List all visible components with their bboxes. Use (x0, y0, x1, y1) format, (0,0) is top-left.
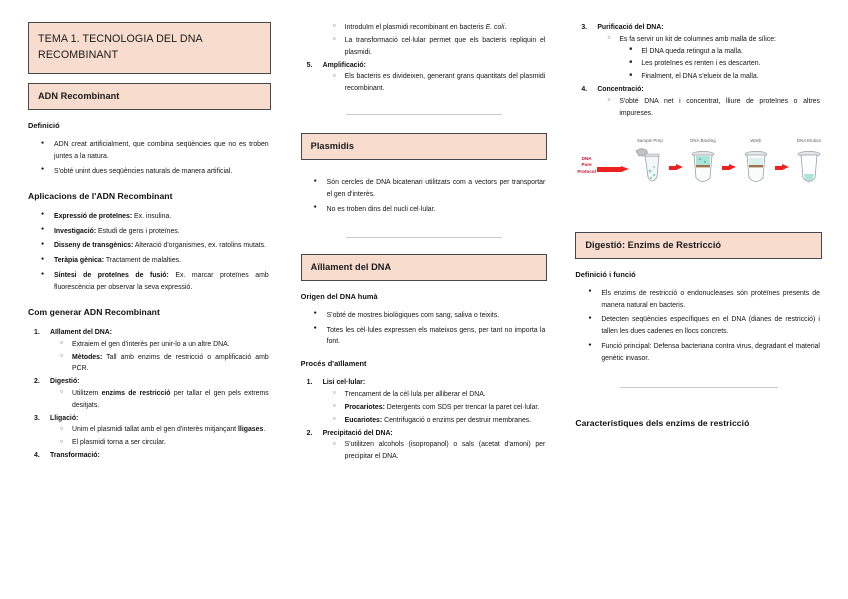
list-number: 2 . (307, 428, 313, 440)
step-title: Precipitació del DNA: (322, 429, 393, 437)
subheading-com-generar: Com generar ADN Recombinant (28, 306, 160, 317)
ordered-list-item (581, 22, 822, 83)
subheading-definicio: Definició (28, 121, 60, 131)
sublist-text: Es fa servir un kit de columnes amb malla de sílice: (619, 35, 776, 43)
list-number: 3 . (581, 22, 587, 34)
section-heading-digestio-enzims (575, 232, 822, 259)
list-item (54, 255, 271, 267)
figure-step-sample-prep (633, 138, 667, 192)
list-item (54, 240, 271, 252)
list-origen (301, 310, 548, 349)
tube-open-icon (633, 145, 667, 187)
list-item: ● Són cercles de DNA bicatenari utilitzats com a vectors per transportar el gen d'interès. (327, 177, 548, 201)
sublist-item (345, 35, 548, 59)
list-proces-aillament (301, 377, 548, 463)
step-title: Amplificació: (322, 61, 366, 69)
sublist (323, 389, 548, 427)
spin-column-icon (686, 145, 720, 187)
list-definicio (28, 139, 271, 178)
section-heading-label: Digestió: Enzims de Restricció (585, 239, 722, 250)
subsublist-item: ■ El DNA queda retingut a la malla. (641, 46, 820, 58)
step-title: Digestió: (50, 378, 80, 386)
sublist-item (619, 96, 822, 120)
list-item-bold: Disseny de transgènics: (54, 242, 134, 250)
subsublist (619, 46, 820, 84)
sublist (50, 339, 271, 376)
list-item: ● No es troben dins del nucli cel·lular. (327, 204, 548, 216)
list-item-text: Alteració d'organismes, ex. ratolins mutats. (133, 242, 266, 250)
arrow-right-icon (597, 166, 630, 173)
figure-step-label: DNA Elution (796, 137, 822, 143)
sublist-text: Detergents com SDS per trencar la paret cel·lular. (384, 403, 540, 411)
sublist (597, 96, 822, 120)
sublist (323, 22, 548, 59)
list-number: 4 . (34, 450, 40, 462)
sublist-text: Unim el plasmidi tallat amb el gen d'interès mitjançant lligases. (72, 426, 266, 434)
ordered-list-item (306, 377, 548, 426)
dna-pure-protocol-figure (575, 134, 822, 210)
sublist-item (72, 352, 271, 376)
document-title-box (28, 22, 271, 74)
list-com-generar (28, 327, 271, 462)
list-item-bold: Expressió de proteïnes: (54, 212, 133, 220)
section-heading-label: ADN Recombinant (38, 91, 120, 102)
column-middle (287, 22, 562, 589)
figure-step-label: Wash (750, 137, 762, 143)
sublist-text: Utilitzem enzims de restricció per tallar el gen pels extrems desitjats. (72, 390, 269, 409)
ordered-list-item (34, 376, 271, 411)
sublist-item (345, 22, 548, 34)
sublist-item (345, 389, 548, 401)
subheading-definicio-i-funcio: Definició i funció (575, 269, 636, 279)
list-plasmidis (301, 177, 548, 216)
list-continued-transformacio (301, 22, 548, 95)
sublist (50, 424, 271, 449)
figure-protocol-label: DNA Pure Protocol (577, 156, 596, 174)
sublist-item (619, 34, 822, 84)
list-item-text: Estudi de gens i proteïnes. (96, 227, 180, 235)
list-number: 5 . (307, 60, 313, 72)
step-title: Lligació: (50, 414, 79, 422)
list-item-bold: Síntesi de proteïnes de fusió: (54, 272, 169, 280)
figure-step-wash (739, 138, 773, 192)
arrow-right-icon (722, 164, 737, 172)
ordered-list-item (306, 60, 548, 95)
section-heading-aillament-dna (301, 254, 548, 281)
list-item: ● Detecten seqüències específiques en el DNA (dianes de restricció) i tallen les dues cadenes en llocs concrets. (601, 314, 822, 338)
list-item-bold: Investigació: (54, 227, 97, 235)
ordered-list-item (581, 84, 822, 119)
list-item: ● S'obté de mostres biològiques com sang, saliva o teixits. (327, 310, 548, 322)
list-item (54, 211, 271, 223)
arrow-right-icon (775, 164, 790, 172)
sublist-text: El plasmidi torna a ser circular. (72, 439, 166, 447)
section-divider (346, 237, 501, 238)
step-title: Lisi cel·lular: (322, 379, 366, 387)
list-definicio-funcio (575, 288, 822, 365)
sublist-bold: Eucariotes: (344, 416, 383, 424)
figure-row (575, 134, 822, 192)
list-item: ● S'obté unint dues seqüències naturals de manera artificial. (54, 166, 271, 178)
sublist-text: Introduïm el plasmidi recombinant en bacteris E. coli. (344, 24, 507, 31)
sublist-item (72, 424, 271, 436)
sublist-text: S'obté DNA net i concentrat, lliure de proteïnes o altres impureses. (619, 97, 820, 117)
sublist-item (345, 415, 548, 427)
sublist-text: Extraiem el gen d'interès per unir-lo a un altre DNA. (72, 340, 230, 348)
sublist-item (72, 437, 271, 449)
list-continued-purificacio (575, 22, 822, 120)
sublist-item (345, 439, 548, 463)
figure-step-label: Sample Prep (636, 137, 663, 143)
ordered-list-item (306, 428, 548, 463)
sublist-item (72, 339, 271, 351)
arrow-right-icon (669, 164, 684, 172)
ordered-list-item (34, 450, 271, 462)
sublist (323, 439, 548, 463)
list-item-text: Tractament de malalties. (104, 257, 182, 265)
step-title: Concentració: (597, 86, 644, 94)
subheading-aplicacions: Aplicacions de l'ADN Recombinant (28, 190, 173, 201)
list-item-text: Ex. marcar proteïnes amb fluorescència per observar la seva expressió. (54, 272, 269, 292)
step-title: Aïllament del DNA: (50, 328, 113, 336)
section-heading-label: Aïllament del DNA (310, 261, 392, 272)
subsublist-item: ■ Finalment, el DNA s'elueix de la malla. (641, 71, 820, 83)
list-item: ● Els enzims de restricció o endonucleases són proteïnes presents de manera natural en bacteris. (601, 288, 822, 312)
sublist-text: La transformació cel·lular permet que els bacteris repliquin el plasmidi. (344, 36, 546, 56)
list-number: 1 . (34, 327, 40, 339)
list-item (54, 226, 271, 238)
figure-step-label: DNA Binding (690, 137, 716, 143)
list-item: ● ADN creat artificialment, que combina seqüències que no es troben juntes a la natura. (54, 139, 271, 163)
sublist-text: S'utilitzen alcohols (isopropanol) o sals (acetat d'amoni) per precipitar el DNA. (344, 441, 546, 461)
sublist-item (345, 71, 548, 95)
sublist (50, 388, 271, 412)
step-title: Transformació: (50, 452, 100, 460)
list-item-text: Ex. insulina. (132, 212, 172, 220)
sublist-bold: Mètodes: (72, 353, 103, 361)
figure-step-dna-elution (792, 138, 826, 192)
list-number: 4 . (581, 84, 587, 96)
list-number: 2 . (34, 376, 40, 388)
subheading-origen-dna-huma: Origen del DNA humà (300, 291, 378, 301)
section-heading-label: Plasmidis (310, 141, 355, 152)
ordered-list-item (34, 327, 271, 375)
step-title: Purificació del DNA: (597, 24, 664, 31)
sublist-item (72, 388, 271, 412)
sublist-text: Centrifugació o enzims per destruir membranes. (382, 416, 532, 424)
sublist-text: Tall amb enzims de restricció o amplificació amb PCR. (72, 353, 269, 373)
section-divider (346, 114, 501, 115)
ordered-list-item (34, 413, 271, 449)
list-number: 3 . (34, 413, 40, 425)
list-aplicacions (28, 211, 271, 294)
sublist-item (345, 402, 548, 414)
sublist (323, 71, 548, 95)
sublist-text: Trencament de la cèl·lula per alliberar el DNA. (344, 391, 486, 399)
list-item: ● Totes les cèl·lules expressen els mateixos gens, per tant no importa la font. (327, 325, 548, 349)
section-divider (620, 387, 778, 388)
column-left (12, 22, 287, 589)
section-heading-adn-recombinant (28, 83, 271, 110)
sublist-text: Els bacteris es divideixen, generant grans quantitats del plasmidi recombinant. (344, 73, 546, 93)
list-item: ● Funció principal: Defensa bacteriana contra virus, degradant el material genètic invasor. (601, 341, 822, 365)
subheading-caracteristiques: Característiques dels enzims de restricció (575, 417, 750, 428)
list-item (54, 270, 271, 294)
ordered-list-item (323, 22, 548, 59)
sublist-bold: Procariotes: (344, 403, 385, 411)
tube-eluate-icon (792, 145, 826, 187)
list-number: 1 . (307, 377, 313, 389)
spin-column-wash-icon (739, 145, 773, 187)
figure-step-dna-binding (686, 138, 720, 192)
sublist (597, 34, 822, 84)
column-right (561, 22, 836, 589)
list-item-bold: Teràpia gènica: (54, 257, 105, 265)
section-heading-plasmidis (301, 133, 548, 160)
page-title: TEMA 1. TECNOLOGIA DEL DNA RECOMBINANT (38, 33, 203, 61)
subheading-proces-aillament: Procés d'aïllament (300, 359, 367, 369)
subsublist-item: ■ Les proteïnes es renten i es descarten. (641, 58, 820, 70)
